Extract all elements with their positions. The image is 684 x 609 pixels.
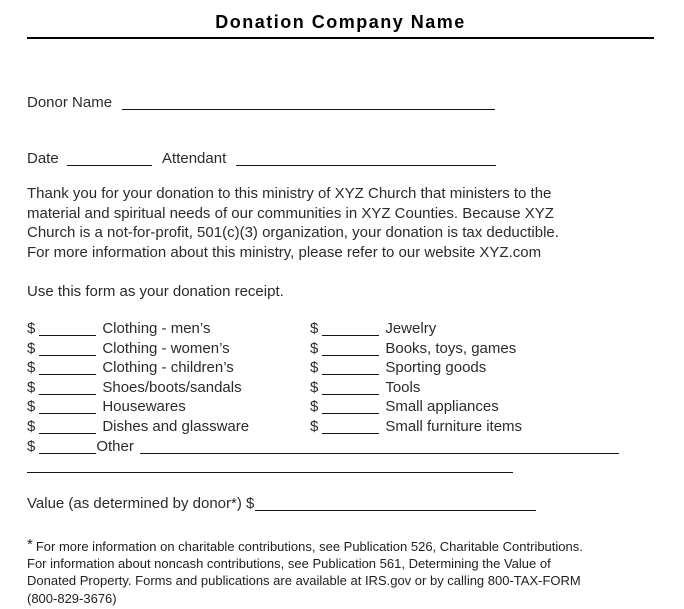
other-description-blank[interactable] xyxy=(140,442,619,454)
page-title: Donation Company Name xyxy=(215,12,466,32)
footnote-line: For information about noncash contributions, see Publication 561, Determining the Value of xyxy=(27,556,551,572)
donation-items-list xyxy=(27,319,654,476)
intro-line: Church is a not-for-profit, 501(c)(3) organization, your donation is tax deductible. xyxy=(27,224,559,241)
item-cell xyxy=(310,358,654,378)
item-cell xyxy=(27,378,310,398)
amount-blank[interactable] xyxy=(39,363,96,375)
currency-sign: $ xyxy=(310,320,319,337)
footnote-line xyxy=(27,536,654,555)
currency-sign: $ xyxy=(27,417,36,435)
amount-blank[interactable] xyxy=(322,422,379,434)
date-attendant-row xyxy=(27,151,654,167)
item-label: Tools xyxy=(385,378,421,396)
currency-sign: $ xyxy=(27,437,36,455)
currency-sign: $ xyxy=(246,494,255,512)
amount-blank[interactable] xyxy=(39,383,96,395)
item-row xyxy=(27,358,654,378)
item-cell xyxy=(27,417,310,437)
currency-sign: $ xyxy=(27,339,36,357)
amount-blank[interactable] xyxy=(322,363,379,375)
item-label: Jewelry xyxy=(385,320,437,337)
footnote xyxy=(27,536,654,607)
item-label: Housewares xyxy=(102,398,186,416)
item-cell xyxy=(27,397,310,417)
currency-sign: $ xyxy=(27,359,36,377)
item-label: Books, toys, games xyxy=(385,339,517,357)
donor-name-blank[interactable] xyxy=(122,98,495,110)
item-row xyxy=(27,378,654,398)
footnote-line: Donated Property. Forms and publications are available at IRS.gov or by calling 800-TAX-FORM xyxy=(27,573,581,589)
currency-sign: $ xyxy=(310,378,319,396)
currency-sign: $ xyxy=(310,339,319,357)
intro-line: material and spiritual needs of our communities in XYZ Counties. Because XYZ xyxy=(27,204,554,222)
currency-sign: $ xyxy=(27,320,36,337)
currency-sign: $ xyxy=(310,417,319,435)
currency-sign: $ xyxy=(27,398,36,416)
item-label: Sporting goods xyxy=(385,359,487,377)
footnote-text: For more information on charitable contributions, see Publication 526, Charitable Contributions. xyxy=(35,538,583,554)
amount-blank[interactable] xyxy=(39,422,96,434)
item-row xyxy=(27,417,654,437)
value-blank[interactable] xyxy=(255,499,536,511)
other-continuation-row xyxy=(27,456,654,476)
item-row xyxy=(27,339,654,359)
item-label: Dishes and glassware xyxy=(102,417,250,435)
currency-sign: $ xyxy=(310,398,319,416)
item-row xyxy=(27,319,654,339)
donor-name-row xyxy=(27,95,654,111)
item-row-other xyxy=(27,437,654,457)
attendant-label: Attendant xyxy=(162,150,227,167)
item-cell xyxy=(27,358,310,378)
item-label: Clothing - women’s xyxy=(102,339,230,357)
amount-blank[interactable] xyxy=(39,402,96,414)
amount-blank[interactable] xyxy=(39,344,96,356)
item-label-other: Other xyxy=(96,437,134,455)
amount-blank[interactable] xyxy=(322,324,379,336)
donor-name-label: Donor Name xyxy=(27,94,113,111)
item-label: Clothing - men’s xyxy=(102,320,211,337)
intro-line: For more information about this ministry, please refer to our website XYZ.com xyxy=(27,243,542,261)
footnote-line: (800-829-3676) xyxy=(27,590,117,606)
value-row xyxy=(27,496,654,512)
amount-blank[interactable] xyxy=(322,344,379,356)
item-cell xyxy=(310,339,654,359)
amount-blank[interactable] xyxy=(322,402,379,414)
item-label: Clothing - children’s xyxy=(102,359,234,377)
item-cell xyxy=(310,378,654,398)
item-cell xyxy=(310,417,654,437)
value-label: Value (as determined by donor*) xyxy=(27,494,242,512)
item-label: Small furniture items xyxy=(385,417,523,435)
date-blank[interactable] xyxy=(67,154,152,166)
attendant-blank[interactable] xyxy=(236,154,496,166)
item-cell xyxy=(27,319,310,339)
item-cell xyxy=(27,339,310,359)
item-label: Small appliances xyxy=(385,398,499,416)
intro-paragraph xyxy=(27,184,654,262)
form-header xyxy=(27,0,654,39)
intro-line: Thank you for your donation to this ministry of XYZ Church that ministers to the xyxy=(27,185,552,202)
item-label: Shoes/boots/sandals xyxy=(102,378,242,396)
item-row xyxy=(27,397,654,417)
receipt-note: Use this form as your donation receipt. xyxy=(27,283,284,300)
amount-blank[interactable] xyxy=(322,383,379,395)
currency-sign: $ xyxy=(310,359,319,377)
amount-blank[interactable] xyxy=(39,324,96,336)
date-label: Date xyxy=(27,150,59,167)
item-cell xyxy=(310,319,654,339)
amount-blank[interactable] xyxy=(39,442,96,454)
footnote-asterisk: * xyxy=(27,535,33,553)
other-description-blank-continued[interactable] xyxy=(27,461,513,473)
currency-sign: $ xyxy=(27,378,36,396)
item-cell xyxy=(310,397,654,417)
